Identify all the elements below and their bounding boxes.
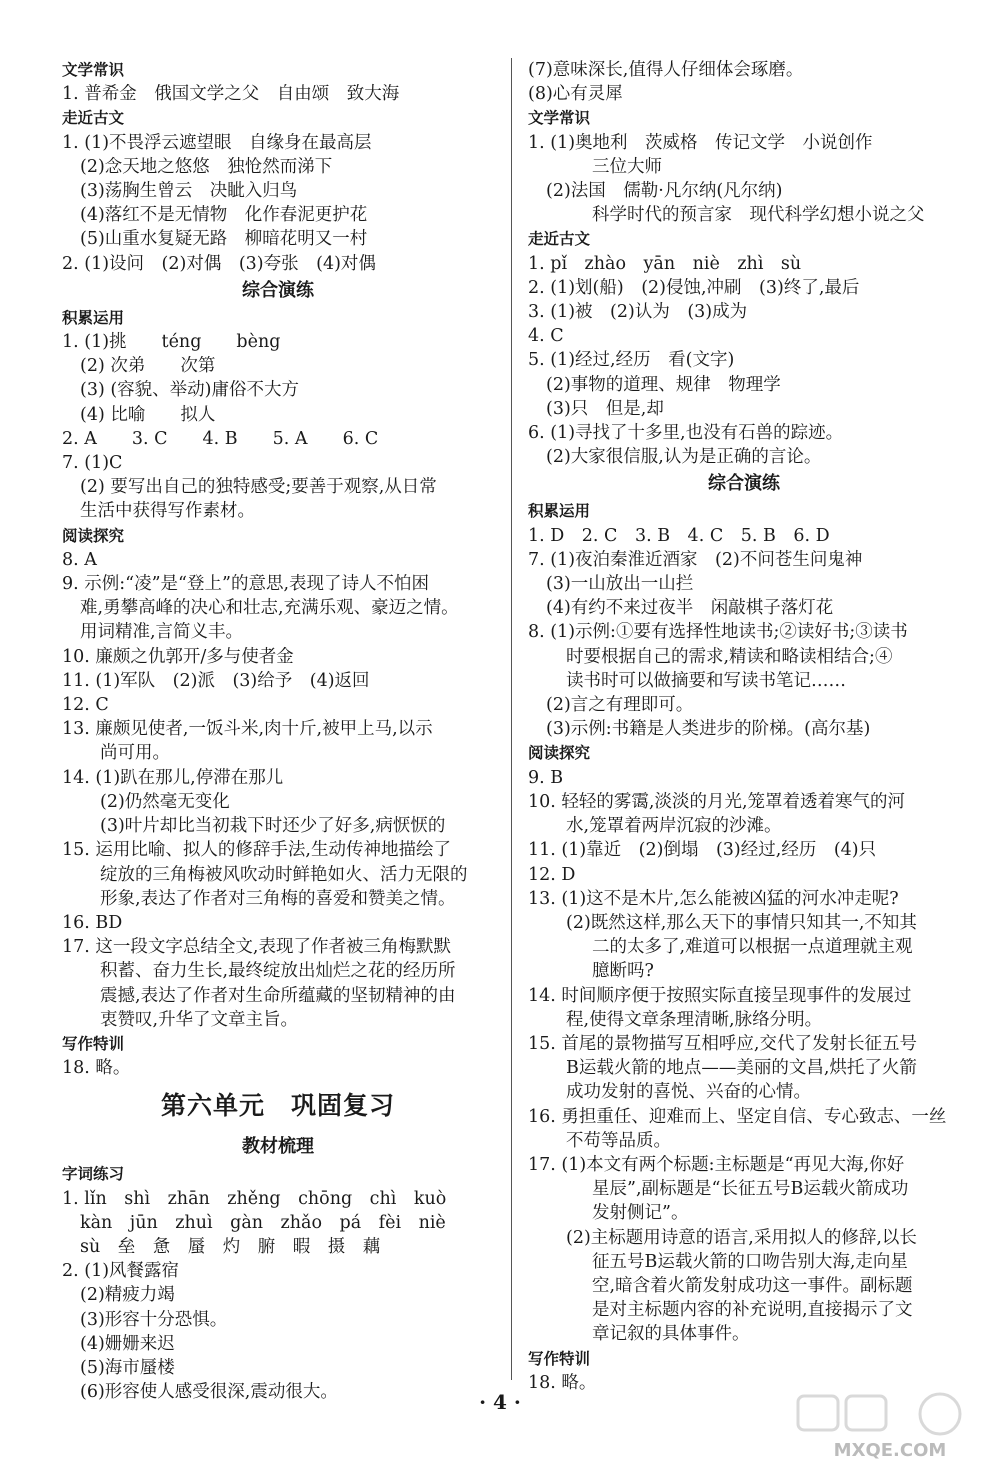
right-line: (2)主标题用诗意的语言,采用拟人的修辞,以长 bbox=[566, 1227, 917, 1248]
right-line: 14. 时间顺序便于按照实际直接呈现事件的发展过 bbox=[528, 985, 912, 1006]
left-line: 13. 廉颇见使者,一饭斗米,肉十斤,被甲上马,以示 bbox=[62, 719, 433, 740]
right-line: 时要根据自己的需求,精读和略读相结合;④ bbox=[566, 646, 893, 667]
right-line: 走近古文 bbox=[528, 230, 591, 249]
left-line: 11. (1)军队 (2)派 (3)给予 (4)返回 bbox=[62, 670, 370, 691]
right-line: 章记叙的具体事件。 bbox=[592, 1324, 750, 1345]
left-line: 7. (1)C bbox=[62, 453, 123, 474]
left-line: 2. (1)设问 (2)对偶 (3)夸张 (4)对偶 bbox=[62, 253, 376, 274]
left-line: (4) 比喻 拟人 bbox=[80, 404, 216, 425]
left-line: 写作特训 bbox=[62, 1034, 125, 1053]
right-line: 写作特训 bbox=[528, 1349, 591, 1368]
right-line: 1. pǐ zhào yān niè zhì sù bbox=[528, 253, 802, 274]
right-line: 征五号B运载火箭的口吻告别大海,走向星 bbox=[592, 1251, 908, 1272]
left-line: 形象,表达了作者对三角梅的喜爱和赞美之情。 bbox=[100, 888, 456, 909]
right-line: 读书时可以做摘要和写读书笔记…… bbox=[566, 670, 846, 691]
left-line: (3) (容貌、举动)庸俗不大方 bbox=[80, 380, 300, 401]
right-line: 综合演练 bbox=[708, 473, 780, 495]
right-line: 15. 首尾的景物描写互相呼应,交代了发射长征五号 bbox=[528, 1033, 917, 1054]
right-line: 3. (1)被 (2)认为 (3)成为 bbox=[528, 302, 748, 323]
left-line: 尚可用。 bbox=[100, 743, 170, 764]
left-line: 2. A 3. C 4. B 5. A 6. C bbox=[62, 428, 379, 449]
right-line: 三位大师 bbox=[592, 156, 662, 177]
right-line: (2)言之有理即可。 bbox=[546, 695, 694, 716]
left-line: (2)精疲力竭 bbox=[80, 1285, 175, 1306]
right-line: 8. (1)示例:①要有选择性地读书;②读好书;③读书 bbox=[528, 622, 908, 643]
right-line: 6. (1)寻找了十多里,也没有石兽的踪迹。 bbox=[528, 423, 844, 444]
right-line: 2. (1)划(船) (2)侵蚀,冲刷 (3)终了,最后 bbox=[528, 277, 860, 298]
left-line: 第六单元 巩固复习 bbox=[160, 1091, 395, 1121]
left-line: 12. C bbox=[62, 695, 109, 716]
left-column bbox=[62, 58, 494, 1404]
left-line: 14. (1)趴在那儿,停滞在那儿 bbox=[62, 767, 284, 788]
left-line: (5)海市蜃楼 bbox=[80, 1357, 175, 1378]
right-line: 空,暗含着火箭发射成功这一事件。副标题 bbox=[592, 1275, 913, 1296]
left-line: kàn jūn zhuì gàn zhǎo pá fèi niè bbox=[80, 1212, 446, 1233]
right-line: B运载火箭的地点——美丽的文昌,烘托了火箭 bbox=[566, 1058, 917, 1079]
right-line: 13. (1)这不是木片,怎么能被凶猛的河水冲走呢? bbox=[528, 888, 899, 909]
left-line: sù 垒 惫 蜃 灼 腑 暇 摄 藕 bbox=[80, 1236, 381, 1257]
right-line: 11. (1)靠近 (2)倒塌 (3)经过,经历 (4)只 bbox=[528, 840, 877, 861]
left-line: 难,勇攀高峰的决心和壮志,充满乐观、豪迈之情。 bbox=[80, 598, 459, 619]
left-line: (2)仍然毫无变化 bbox=[100, 791, 230, 812]
right-line: 10. 轻轻的雾霭,淡淡的月光,笼罩着透着寒气的河 bbox=[528, 791, 906, 812]
right-line: (3)只 但是,却 bbox=[546, 398, 664, 419]
left-line: 走近古文 bbox=[62, 109, 125, 128]
left-line: (6)形容使人感受很深,震动很大。 bbox=[80, 1382, 338, 1403]
right-line: 臆断吗? bbox=[592, 961, 654, 982]
left-line: 1. (1)挑 téng bèng bbox=[62, 332, 281, 353]
left-line: 17. 这一段文字总结全文,表现了作者被三角梅默默 bbox=[62, 937, 451, 958]
right-line: 16. 勇担重任、迎难而上、坚定自信、专心致志、一丝 bbox=[528, 1106, 947, 1127]
right-line: 是对主标题内容的补充说明,直接揭示了文 bbox=[592, 1300, 913, 1321]
left-line: (2) 要写出自己的独特感受;要善于观察,从日常 bbox=[80, 477, 437, 498]
left-line: 字词练习 bbox=[62, 1165, 125, 1184]
left-line: 15. 运用比喻、拟人的修辞手法,生动传神地描绘了 bbox=[62, 840, 451, 861]
right-line: (2)事物的道理、规律 物理学 bbox=[546, 374, 781, 395]
right-line: 成功发射的喜悦、兴奋的心情。 bbox=[566, 1082, 811, 1103]
right-line: 文学常识 bbox=[528, 109, 591, 128]
right-line: 5. (1)经过,经历 看(文字) bbox=[528, 350, 735, 371]
left-line: 16. BD bbox=[62, 912, 123, 933]
left-line: (4)落红不是无情物 化作春泥更护花 bbox=[80, 205, 368, 226]
left-line: 1. 普希金 俄国文学之父 自由颂 致大海 bbox=[62, 84, 400, 105]
left-line: (2) 次弟 次第 bbox=[80, 356, 216, 377]
right-line: 1. (1)奥地利 茨威格 传记文学 小说创作 bbox=[528, 132, 873, 153]
right-line: (4)有约不来过夜半 闲敲棋子落灯花 bbox=[546, 598, 834, 619]
right-line: 二的太多了,难道可以根据一点道理就主观 bbox=[592, 937, 913, 958]
left-line: (3)荡胸生曾云 决眦入归鸟 bbox=[80, 181, 298, 202]
left-line: 积蓄、奋力生长,最终绽放出灿烂之花的经历所 bbox=[100, 961, 456, 982]
left-line: 积累运用 bbox=[62, 308, 125, 327]
right-line: 水,笼罩着两岸沉寂的沙滩。 bbox=[566, 816, 782, 837]
left-line: 生活中获得写作素材。 bbox=[80, 501, 255, 522]
right-line: 发射侧记”。 bbox=[592, 1203, 689, 1224]
left-line: 震撼,表达了作者对生命所蕴藏的坚韧精神的由 bbox=[100, 985, 456, 1006]
right-line: (3)示例:书籍是人类进步的阶梯。(高尔基) bbox=[546, 719, 871, 740]
left-line: (5)山重水复疑无路 柳暗花明又一村 bbox=[80, 229, 368, 250]
right-line: 7. (1)夜泊秦淮近酒家 (2)不问苍生问鬼神 bbox=[528, 549, 863, 570]
left-line: (2)念天地之悠悠 独怆然而涕下 bbox=[80, 156, 333, 177]
left-line: 文学常识 bbox=[62, 61, 125, 79]
right-line: 科学时代的预言家 现代科学幻想小说之父 bbox=[592, 205, 925, 226]
right-line: (8)心有灵犀 bbox=[528, 84, 623, 105]
watermark-text: MXQE.COM bbox=[833, 1440, 947, 1461]
left-line: 2. (1)风餐露宿 bbox=[62, 1261, 180, 1282]
right-line: 1. D 2. C 3. B 4. C 5. B 6. D bbox=[528, 525, 830, 546]
right-line: 18. 略。 bbox=[528, 1372, 597, 1393]
right-line: (7)意味深长,值得人仔细体会琢磨。 bbox=[528, 60, 804, 80]
left-line: 18. 略。 bbox=[62, 1058, 131, 1079]
left-line: (3)形容十分恐惧。 bbox=[80, 1309, 228, 1330]
watermark-logo bbox=[790, 1390, 990, 1465]
page-number: · 4 · bbox=[479, 1390, 521, 1414]
left-line: (4)姗姗来迟 bbox=[80, 1333, 175, 1354]
left-line: 绽放的三角梅被风吹动时鲜艳如火、活力无限的 bbox=[100, 864, 468, 885]
right-line: 12. D bbox=[528, 864, 576, 885]
right-line: 不苟等品质。 bbox=[566, 1130, 671, 1151]
right-line: (2)既然这样,那么天下的事情只知其一,不知其 bbox=[566, 912, 917, 933]
left-line: 1. (1)不畏浮云遮望眼 自缘身在最高层 bbox=[62, 132, 372, 153]
left-line: 8. A bbox=[62, 549, 97, 570]
left-line: (3)叶片却比当初栽下时还少了好多,病恹恹的 bbox=[100, 816, 446, 837]
column-divider bbox=[511, 58, 512, 1380]
right-line: 17. (1)本文有两个标题:主标题是“再见大海,你好 bbox=[528, 1154, 905, 1175]
right-line: 9. B bbox=[528, 767, 564, 788]
right-line: (3)一山放出一山拦 bbox=[546, 574, 694, 595]
left-line: 综合演练 bbox=[242, 279, 314, 301]
right-line: (2)法国 儒勒·凡尔纳(凡尔纳) bbox=[546, 181, 783, 202]
left-line: 10. 廉颇之仇郭开/多与使者金 bbox=[62, 646, 294, 667]
left-line: 1. lǐn shì zhān zhěng chōng chì kuò bbox=[62, 1188, 447, 1209]
left-line: 用词精准,言简义丰。 bbox=[80, 622, 244, 643]
right-line: (2)大家很信服,认为是正确的言论。 bbox=[546, 447, 822, 468]
left-line: 衷赞叹,升华了文章主旨。 bbox=[100, 1009, 299, 1030]
right-column bbox=[528, 58, 960, 1395]
right-line: 4. C bbox=[528, 326, 564, 347]
left-line: 阅读探究 bbox=[62, 526, 125, 545]
left-line: 教材梳理 bbox=[242, 1136, 314, 1158]
left-line: 9. 示例:“凌”是“登上”的意思,表现了诗人不怕困 bbox=[62, 574, 430, 595]
right-line: 阅读探究 bbox=[528, 744, 591, 763]
right-line: 星辰”,副标题是“长征五号B运载火箭成功 bbox=[592, 1179, 909, 1200]
right-line: 程,使得文章条理清晰,脉络分明。 bbox=[566, 1009, 823, 1030]
right-line: 积累运用 bbox=[528, 502, 591, 521]
